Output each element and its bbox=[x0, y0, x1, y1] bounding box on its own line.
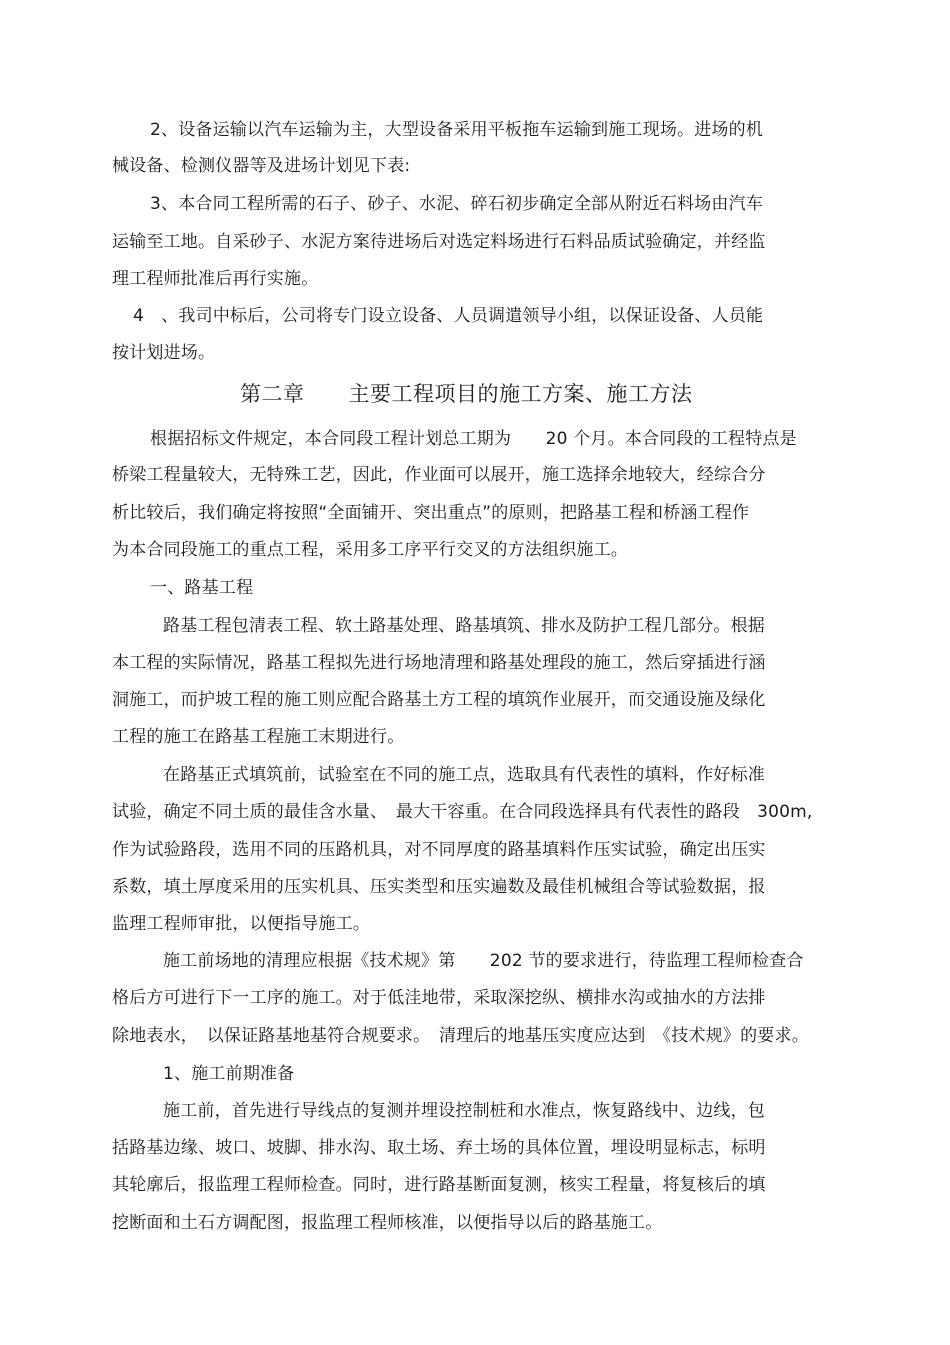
paragraph-line: 械设备、检测仪器等及进场计划见下表: bbox=[112, 156, 411, 176]
paragraph-line: 格后方可进行下一工序的施工。对于低洼地带，采取深挖纵、横排水沟或抽水的方法排 bbox=[112, 988, 766, 1008]
paragraph-line: 4 、我司中标后，公司将专门设立设备、人员调遣领导小组，以保证设备、人员能 bbox=[133, 306, 764, 326]
section-heading: 一、路基工程 bbox=[150, 578, 254, 598]
paragraph-line: 系数，填土厚度采用的压实机具、压实类型和压实遍数及最佳机械组合等试验数据，报 bbox=[112, 877, 766, 897]
paragraph-line: 运输至工地。自采砂子、水泥方案待进场后对选定料场进行石料品质试验确定，并经监 bbox=[112, 232, 766, 252]
paragraph-line: 试验，确定不同土质的最佳含水量、 最大干容重。在合同段选择具有代表性的路段 300m, bbox=[112, 802, 813, 822]
paragraph-line: 监理工程师审批，以便指导施工。 bbox=[112, 914, 370, 934]
paragraph-line: 析比较后，我们确定将按照“全面铺开、突出重点”的原则，把路基工程和桥涵工程作 bbox=[112, 503, 750, 523]
paragraph-line: 挖断面和土石方调配图，报监理工程师核准，以便指导以后的路基施工。 bbox=[112, 1213, 663, 1233]
paragraph-line: 桥梁工程量较大，无特殊工艺，因此，作业面可以展开，施工选择余地较大，经综合分 bbox=[112, 465, 766, 485]
paragraph-line: 在路基正式填筑前，试验室在不同的施工点，选取具有代表性的填料，作好标准 bbox=[163, 765, 765, 785]
subsection-heading: 1、施工前期准备 bbox=[163, 1064, 295, 1084]
paragraph-line: 作为试验路段，选用不同的压路机具，对不同厚度的路基填料作压实试验，确定出压实 bbox=[112, 840, 766, 860]
chapter-heading bbox=[240, 380, 693, 408]
paragraph-line: 为本合同段施工的重点工程，采用多工序平行交叉的方法组织施工。 bbox=[112, 540, 628, 560]
chapter-number: 第二章 bbox=[240, 382, 305, 406]
paragraph-line: 除地表水， 以保证路基地基符合规要求。 清理后的地基压实度应达到 《技术规》的要求。 bbox=[112, 1026, 809, 1046]
paragraph-line: 其轮廓后，报监理工程师检查。同时，进行路基断面复测，核实工程量，将复核后的填 bbox=[112, 1175, 766, 1195]
paragraph-line: 本工程的实际情况，路基工程拟先进行场地清理和路基处理段的施工，然后穿插进行涵 bbox=[112, 653, 766, 673]
chapter-title: 主要工程项目的施工方案、施工方法 bbox=[348, 382, 693, 406]
paragraph-line: 括路基边缘、坡口、坡脚、排水沟、取土场、弃土场的具体位置，埋设明显标志，标明 bbox=[112, 1138, 766, 1158]
paragraph-line: 施工前场地的清理应根据《技术规》第 202 节的要求进行，待监理工程师检查合 bbox=[163, 951, 804, 971]
paragraph-line: 施工前，首先进行导线点的复测并埋设控制桩和水准点，恢复路线中、边线，包 bbox=[163, 1101, 765, 1121]
paragraph-line: 3、本合同工程所需的石子、砂子、水泥、碎石初步确定全部从附近石料场由汽车 bbox=[150, 194, 764, 214]
paragraph-line: 工程的施工在路基工程施工末期进行。 bbox=[112, 727, 405, 747]
paragraph-line: 理工程师批准后再行实施。 bbox=[112, 269, 319, 289]
paragraph-line: 2、设备运输以汽车运输为主，大型设备采用平板拖车运输到施工现场。进场的机 bbox=[150, 120, 764, 140]
paragraph-line: 洞施工，而护坡工程的施工则应配合路基土方工程的填筑作业展开，而交通设施及绿化 bbox=[112, 690, 766, 710]
paragraph-line: 按计划进场。 bbox=[112, 343, 216, 363]
paragraph-line: 根据招标文件规定，本合同段工程计划总工期为 20 个月。本合同段的工程特点是 bbox=[150, 429, 797, 449]
paragraph-line: 路基工程包清表工程、软土路基处理、路基填筑、排水及防护工程几部分。根据 bbox=[163, 616, 765, 636]
